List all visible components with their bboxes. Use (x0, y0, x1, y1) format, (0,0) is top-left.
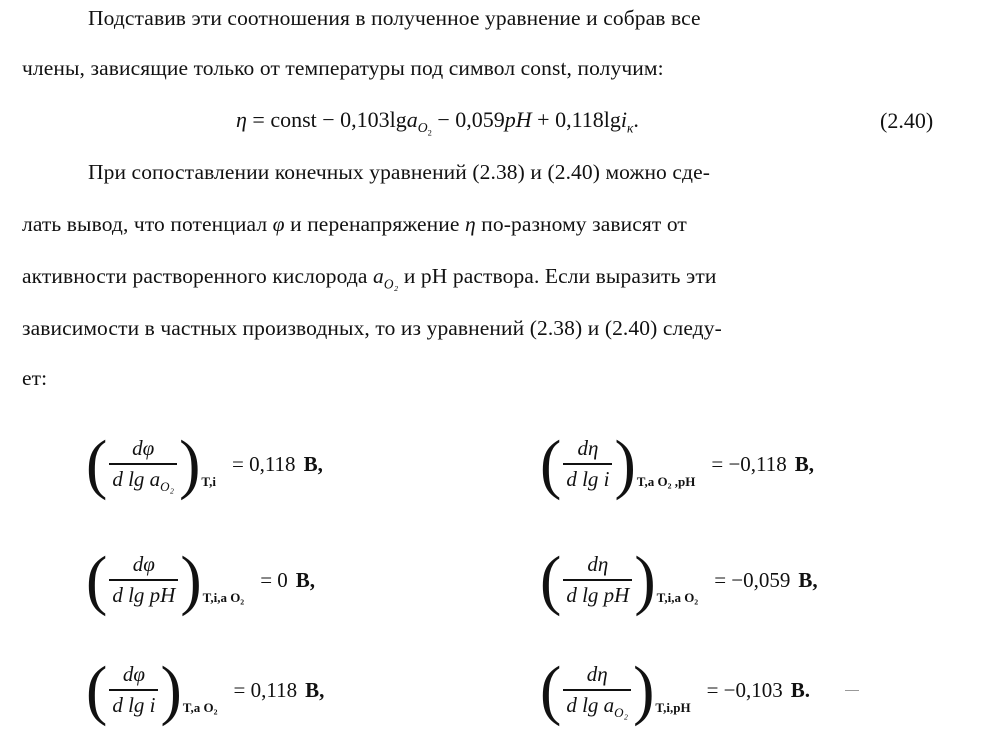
equation-number: (2.40) (880, 108, 934, 133)
paragraph2-line4: зависимости в частных производных, то из уравнений (2.38) и (2.40) следу- (22, 316, 722, 340)
deriv-num: dφ (132, 436, 155, 461)
deriv-unit: В, (305, 677, 325, 702)
deriv-num: dη (586, 662, 608, 687)
deriv-den: d lg i (112, 692, 156, 717)
deriv-unit: В, (794, 451, 815, 476)
eq-part2: − 0,059 (431, 107, 505, 132)
deriv-den: d lg a (112, 466, 161, 491)
paragraph2-line3 (22, 264, 717, 292)
deriv-condition: T,i,a O₂ (656, 590, 699, 605)
p2-eta: η (465, 212, 476, 236)
deriv-value: = 0,118 (231, 451, 296, 476)
deriv-condition: T,a O₂ (182, 700, 218, 715)
deriv-den: d lg i (566, 466, 610, 491)
deriv-value: = −0,103 (706, 677, 783, 702)
deriv-value: = −0,059 (714, 567, 791, 592)
eq-part3: + 0,118lg (531, 107, 621, 132)
derivative-deta-dlgph: ( $\frac{d\eta}{\text{d lg pH}}$ ) T,i,a O₂ = −0,059 В, (540, 542, 818, 617)
p2-a: a (373, 264, 384, 288)
p2-l2c: по-разному зависят от (475, 212, 687, 236)
p2-l3b: и pH раствора. Если выразить эти (398, 264, 717, 288)
deriv-num: dφ (132, 552, 155, 577)
eq-2-sub: 2 (427, 128, 432, 139)
deriv-unit: В. (790, 677, 811, 702)
derivative-dphi-dlga: ( $\frac{d\varphi}{d \lg a_{O_2}}$ ) T,i = 0,118 В, (86, 426, 323, 501)
derivative-deta-dlgi: ( $\frac{d\eta}{\text{d lg i}}$ ) T,a O₂ ,pH = −0,118 В, (540, 426, 815, 501)
eq-ph: pH (504, 107, 532, 132)
derivative-deta-dlga: ( $\frac{d\eta}{d \lg a_{O_2}}$ ) T,i,pH = −0,103 В. (540, 652, 811, 727)
deriv-den: d lg a (566, 692, 615, 717)
deriv-condition: T,i (201, 474, 216, 489)
deriv-value: = 0 (260, 567, 288, 592)
paragraph2-line1: При сопоставлении конечных уравнений (2.38) и (2.40) можно сде- (88, 160, 710, 184)
deriv-unit: В, (303, 451, 323, 476)
deriv-den-sub: O₂ (614, 704, 629, 720)
deriv-den: d lg pH (112, 582, 176, 607)
eq-i: i (620, 107, 627, 132)
deriv-num: dη (587, 552, 609, 577)
equation-2-40 (236, 107, 639, 139)
p2-l2a: лать вывод, что потенциал (22, 212, 273, 236)
deriv-num: dη (577, 436, 599, 461)
p2-l3a: активности растворенного кислорода (22, 264, 374, 288)
eq-o-sub: O (417, 120, 428, 136)
p2-l2b: и перенапряжение (284, 212, 465, 236)
deriv-unit: В, (295, 567, 316, 592)
p2-a-sub: O₂ (383, 276, 399, 292)
deriv-condition: T,i,pH (655, 700, 691, 715)
eq-k-sub: к (627, 120, 634, 136)
derivative-dphi-dlgph: ( $\frac{d\varphi}{\text{d lg pH}}$ ) T,i,a O₂ = 0 В, (86, 542, 316, 617)
eq-a: a (406, 107, 418, 132)
deriv-unit: В, (798, 567, 818, 592)
deriv-condition: T,a O₂ ,pH (636, 474, 696, 489)
p2-phi: φ (272, 212, 285, 236)
paragraph2-line2 (22, 212, 687, 237)
eq-eta: η (236, 107, 247, 132)
deriv-value: = 0,118 (233, 677, 298, 702)
deriv-value: = −0,118 (711, 451, 787, 476)
deriv-condition: T,i,a O₂ (202, 590, 245, 605)
paragraph2-line5: ет: (22, 366, 48, 390)
derivative-dphi-dlgi: ( $\frac{d\varphi}{\text{d lg i}}$ ) T,a O₂ = 0,118 В, (86, 652, 325, 727)
paragraph1-line2: члены, зависящие только от температуры под символ const, получим: (22, 56, 664, 80)
deriv-den: d lg pH (566, 582, 630, 607)
paragraph1-line1: Подставив эти соотношения в полученное уравнение и собрав все (88, 6, 701, 30)
deriv-den-sub: O₂ (160, 478, 175, 494)
eq-dot: . (633, 107, 639, 132)
deriv-num: dφ (122, 662, 145, 687)
eq-part1: = const − 0,103lg (246, 107, 407, 132)
scan-speck (845, 690, 859, 691)
